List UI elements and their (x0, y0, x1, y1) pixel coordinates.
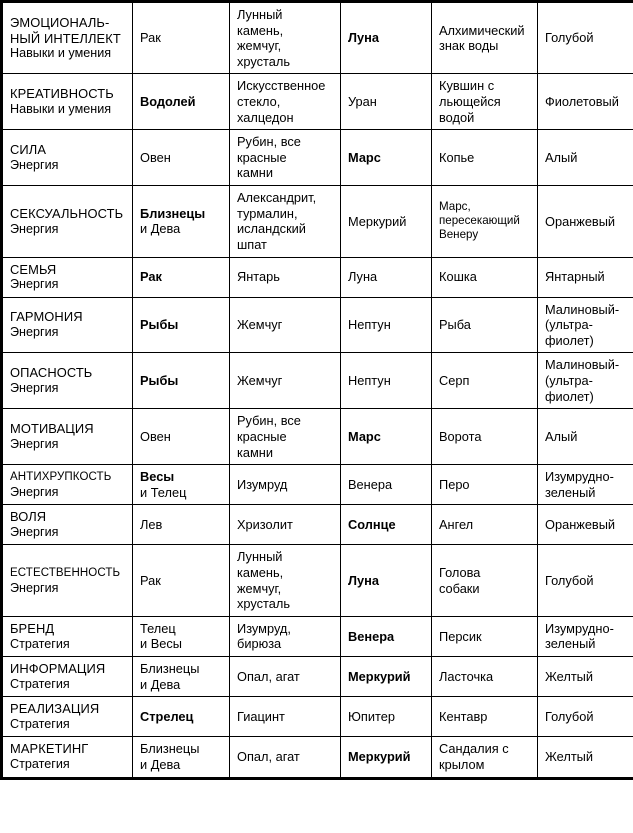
planet-label: Марс (348, 149, 381, 165)
topic-label (10, 206, 126, 222)
text-line: Желтый (545, 749, 594, 765)
topic-label (10, 15, 126, 46)
cell-color (538, 545, 633, 616)
sphere-label: Энергия (10, 157, 59, 172)
text-line: камень, (237, 22, 284, 38)
cell-planet (341, 505, 432, 545)
cell-planet (341, 465, 432, 505)
text-line: зеленый (545, 484, 596, 500)
text-line: крылом (439, 757, 485, 772)
cell-zodiac-sign (133, 130, 230, 186)
text-line: Хризолит (237, 517, 293, 533)
cell-topic (2, 616, 133, 656)
table-row (2, 465, 633, 505)
cell-symbol (432, 616, 538, 656)
text-line: Ангел (439, 517, 474, 533)
sphere-label: Энергия (10, 325, 59, 340)
text-line: Алый (545, 149, 578, 165)
text-line: Александрит, (237, 190, 317, 206)
cell-symbol (432, 697, 538, 737)
topic-label (10, 741, 126, 757)
text-line: исландский (237, 221, 306, 237)
table-row (2, 409, 633, 465)
cell-color (538, 409, 633, 465)
text-line: (ультра- (545, 317, 593, 333)
text-line: камни (237, 444, 274, 460)
text-line: АНТИХРУПКОСТЬ (10, 469, 112, 484)
cell-topic (2, 409, 133, 465)
planet-label: Луна (348, 269, 378, 285)
text-line: (ультра- (545, 373, 593, 389)
cell-planet (341, 697, 432, 737)
text-line: Янтарный (545, 269, 605, 285)
table-row (2, 297, 633, 353)
text-line: камни (237, 165, 274, 181)
sphere-label: Энергия (10, 525, 59, 540)
topic-label (10, 621, 126, 637)
table-row (2, 2, 633, 74)
cell-zodiac-sign (133, 74, 230, 130)
cell-symbol (432, 2, 538, 74)
cell-stones (230, 297, 341, 353)
cell-color (538, 186, 633, 257)
zodiac-sign-line: Рак (140, 269, 162, 285)
sphere-label: Навыки и умения (10, 46, 112, 61)
text-line: Голубой (545, 30, 594, 46)
planet-label: Солнце (348, 517, 396, 533)
cell-symbol (432, 409, 538, 465)
text-line: ВОЛЯ (10, 509, 47, 525)
table-row (2, 657, 633, 697)
text-line: Алый (545, 428, 578, 444)
cell-stones (230, 737, 341, 778)
text-line: МАРКЕТИНГ (10, 741, 89, 757)
text-line: Ласточка (439, 668, 494, 684)
cell-symbol (432, 130, 538, 186)
cell-topic (2, 257, 133, 297)
cell-zodiac-sign (133, 657, 230, 697)
zodiac-sign-line: и Весы (140, 636, 182, 652)
cell-symbol (432, 657, 538, 697)
text-line: Голубой (545, 572, 594, 588)
cell-color (538, 505, 633, 545)
zodiac-sign-line: Близнецы (140, 661, 200, 677)
planet-label: Венера (348, 476, 393, 492)
text-line: знак воды (439, 38, 499, 54)
text-line: ИНФОРМАЦИЯ (10, 661, 106, 677)
zodiac-sign-line: Овен (140, 428, 171, 444)
sphere-label: Энергия (10, 381, 59, 396)
text-line: СЕКСУАЛЬНОСТЬ (10, 205, 124, 221)
planet-label: Луна (348, 30, 379, 46)
cell-topic (2, 353, 133, 409)
text-line: Копье (439, 149, 475, 165)
text-line: хрусталь (237, 53, 290, 69)
zodiac-sign-line: Рыбы (140, 373, 179, 389)
cell-symbol (432, 74, 538, 130)
text-line: Лунный (237, 549, 283, 565)
topic-label (10, 86, 126, 102)
topic-label (10, 142, 126, 158)
cell-planet (341, 257, 432, 297)
text-line: ЭМОЦИОНАЛЬ- (10, 14, 110, 30)
text-line: собаки (439, 580, 480, 596)
zodiac-sign-line: Водолей (140, 94, 196, 110)
text-line: ЕСТЕСТВЕННОСТЬ (10, 565, 121, 580)
zodiac-sign-line: Телец (140, 620, 176, 636)
text-line: хрусталь (237, 596, 290, 612)
text-line: Персик (439, 628, 482, 644)
cell-topic (2, 186, 133, 257)
table-row (2, 353, 633, 409)
cell-zodiac-sign (133, 297, 230, 353)
cell-zodiac-sign (133, 697, 230, 737)
cell-stones (230, 186, 341, 257)
text-line: Сандалия с (439, 741, 509, 757)
text-line: пересекающий (439, 214, 520, 228)
table-body (2, 2, 633, 779)
topic-label (10, 421, 126, 437)
table-row (2, 74, 633, 130)
text-line: СИЛА (10, 142, 47, 158)
topic-label (10, 509, 126, 525)
cell-stones (230, 616, 341, 656)
cell-topic (2, 74, 133, 130)
sphere-label: Энергия (10, 484, 59, 499)
cell-topic (2, 505, 133, 545)
cell-stones (230, 657, 341, 697)
text-line: фиолет) (545, 388, 594, 404)
cell-topic (2, 2, 133, 74)
cell-topic (2, 657, 133, 697)
text-line: жемчуг, (237, 38, 282, 54)
cell-symbol (432, 505, 538, 545)
cell-symbol (432, 545, 538, 616)
zodiac-sign-line: и Дева (140, 676, 181, 692)
cell-topic (2, 737, 133, 778)
cell-symbol (432, 353, 538, 409)
text-line: стекло, (237, 94, 281, 110)
text-line: Изумруд (237, 476, 288, 492)
text-line: Голубой (545, 709, 594, 725)
sphere-label: Навыки и умения (10, 102, 112, 117)
zodiac-sign-line: Лев (140, 517, 163, 533)
cell-stones (230, 130, 341, 186)
text-line: Кентавр (439, 709, 488, 725)
table-row (2, 545, 633, 616)
cell-zodiac-sign (133, 737, 230, 778)
zodiac-sign-line: Стрелец (140, 709, 194, 725)
table-row (2, 616, 633, 656)
planet-label: Уран (348, 94, 377, 110)
cell-color (538, 657, 633, 697)
cell-topic (2, 130, 133, 186)
text-line: Изумрудно- (545, 620, 614, 636)
cell-stones (230, 505, 341, 545)
sphere-label: Энергия (10, 436, 59, 451)
sphere-label: Энергия (10, 580, 59, 595)
text-line: Серп (439, 373, 470, 389)
text-line: водой (439, 109, 475, 125)
cell-stones (230, 257, 341, 297)
text-line: Фиолетовый (545, 94, 619, 110)
text-line: Рубин, все (237, 134, 301, 150)
text-line: красные (237, 149, 287, 165)
zodiac-sign-line: Близнецы (140, 741, 200, 757)
topic-label (10, 565, 121, 580)
topic-label (10, 365, 126, 381)
zodiac-sign-extra: и Телец (140, 484, 187, 500)
text-line: халцедон (237, 109, 294, 125)
planet-label: Нептун (348, 373, 391, 389)
table-row (2, 186, 633, 257)
zodiac-sign-line: Весы (140, 469, 175, 485)
cell-topic (2, 465, 133, 505)
planet-label: Меркурий (348, 668, 411, 684)
table-row (2, 257, 633, 297)
cell-planet (341, 657, 432, 697)
zodiac-sign-line: Близнецы (140, 205, 206, 221)
table-row (2, 697, 633, 737)
table-row (2, 737, 633, 778)
cell-zodiac-sign (133, 616, 230, 656)
text-line: СЕМЬЯ (10, 261, 57, 277)
text-line: Оранжевый (545, 517, 616, 533)
cell-planet (341, 545, 432, 616)
cell-color (538, 297, 633, 353)
sphere-label: Стратегия (10, 757, 70, 772)
text-line: Малиновый- (545, 301, 620, 317)
topic-label (10, 661, 126, 677)
cell-planet (341, 409, 432, 465)
cell-planet (341, 297, 432, 353)
cell-zodiac-sign (133, 465, 230, 505)
cell-topic (2, 697, 133, 737)
planet-label: Меркурий (348, 213, 407, 229)
cell-color (538, 737, 633, 778)
text-line: НЫЙ ИНТЕЛЛЕКТ (10, 30, 121, 46)
topic-label (10, 469, 118, 484)
topic-label (10, 701, 126, 717)
sphere-label: Стратегия (10, 676, 70, 691)
text-line: бирюза (237, 636, 282, 652)
cell-planet (341, 353, 432, 409)
cell-color (538, 465, 633, 505)
cell-stones (230, 353, 341, 409)
cell-symbol (432, 297, 538, 353)
text-line: Рубин, все (237, 413, 301, 429)
text-line: ОПАСНОСТЬ (10, 365, 93, 381)
text-line: Лунный (237, 7, 283, 22)
text-line: Венеру (439, 228, 479, 242)
zodiac-sign-extra: и Дева (140, 221, 181, 237)
zodiac-sign-line: Рак (140, 30, 161, 46)
cell-topic (2, 297, 133, 353)
text-line: ГАРМОНИЯ (10, 309, 83, 325)
planet-label: Луна (348, 572, 379, 588)
table-row (2, 505, 633, 545)
text-line: Гиацинт (237, 709, 285, 725)
planet-label: Меркурий (348, 749, 411, 765)
text-line: Янтарь (237, 269, 280, 285)
text-line: красные (237, 428, 287, 444)
planet-label: Юпитер (348, 709, 395, 725)
text-line: Голова (439, 565, 481, 581)
text-line: МОТИВАЦИЯ (10, 421, 94, 437)
text-line: Малиновый- (545, 357, 620, 373)
text-line: Опал, агат (237, 668, 300, 684)
cell-stones (230, 2, 341, 74)
text-line: шпат (237, 236, 267, 252)
sphere-label: Стратегия (10, 717, 70, 732)
cell-stones (230, 697, 341, 737)
text-line: камень, (237, 565, 284, 581)
text-line: жемчуг, (237, 580, 282, 596)
cell-color (538, 2, 633, 74)
cell-symbol (432, 186, 538, 257)
cell-planet (341, 74, 432, 130)
topic-label (10, 262, 126, 278)
text-line: Рыба (439, 317, 471, 333)
text-line: Оранжевый (545, 213, 616, 229)
cell-zodiac-sign (133, 257, 230, 297)
text-line: Изумруд, (237, 620, 291, 636)
planet-label: Марс (348, 428, 381, 444)
sphere-label: Энергия (10, 221, 59, 236)
text-line: Изумрудно- (545, 469, 614, 485)
cell-color (538, 616, 633, 656)
text-line: Желтый (545, 668, 594, 684)
text-line: фиолет) (545, 332, 594, 348)
zodiac-sign-line: Овен (140, 149, 171, 165)
sphere-label: Энергия (10, 277, 59, 292)
cell-stones (230, 409, 341, 465)
cell-zodiac-sign (133, 353, 230, 409)
text-line: Перо (439, 476, 470, 492)
text-line: БРЕНД (10, 620, 55, 636)
topic-label (10, 309, 126, 325)
cell-symbol (432, 257, 538, 297)
cell-zodiac-sign (133, 545, 230, 616)
cell-stones (230, 465, 341, 505)
cell-zodiac-sign (133, 186, 230, 257)
text-line: КРЕАТИВНОСТЬ (10, 86, 114, 102)
cell-stones (230, 74, 341, 130)
cell-planet (341, 616, 432, 656)
text-line: Ворота (439, 428, 482, 444)
text-line: Искусственное (237, 78, 326, 94)
table-row (2, 130, 633, 186)
text-line: Кувшин с (439, 78, 495, 94)
cell-color (538, 697, 633, 737)
text-line: Кошка (439, 269, 477, 285)
cell-color (538, 74, 633, 130)
cell-symbol (432, 737, 538, 778)
text-line: Алхимический (439, 22, 525, 38)
text-line: Жемчуг (237, 317, 283, 333)
cell-planet (341, 737, 432, 778)
cell-planet (341, 2, 432, 74)
text-line: зеленый (545, 636, 596, 652)
cell-color (538, 257, 633, 297)
cell-planet (341, 130, 432, 186)
cell-symbol (432, 465, 538, 505)
planet-label: Нептун (348, 317, 391, 333)
cell-color (538, 130, 633, 186)
cell-zodiac-sign (133, 409, 230, 465)
cell-stones (230, 545, 341, 616)
text-line: Марс, (439, 200, 471, 214)
text-line: РЕАЛИЗАЦИЯ (10, 701, 100, 717)
text-line: Жемчуг (237, 373, 283, 389)
text-line: турмалин, (237, 205, 298, 221)
cell-zodiac-sign (133, 2, 230, 74)
zodiac-sign-line: Рыбы (140, 317, 179, 333)
planet-label: Венера (348, 628, 395, 644)
cell-planet (341, 186, 432, 257)
text-line: Опал, агат (237, 749, 300, 765)
cell-topic (2, 545, 133, 616)
zodiac-sign-line: Рак (140, 572, 161, 588)
sphere-label: Стратегия (10, 636, 70, 651)
zodiac-sign-line: и Дева (140, 757, 181, 772)
text-line: льющейся (439, 94, 501, 110)
cell-color (538, 353, 633, 409)
cell-zodiac-sign (133, 505, 230, 545)
